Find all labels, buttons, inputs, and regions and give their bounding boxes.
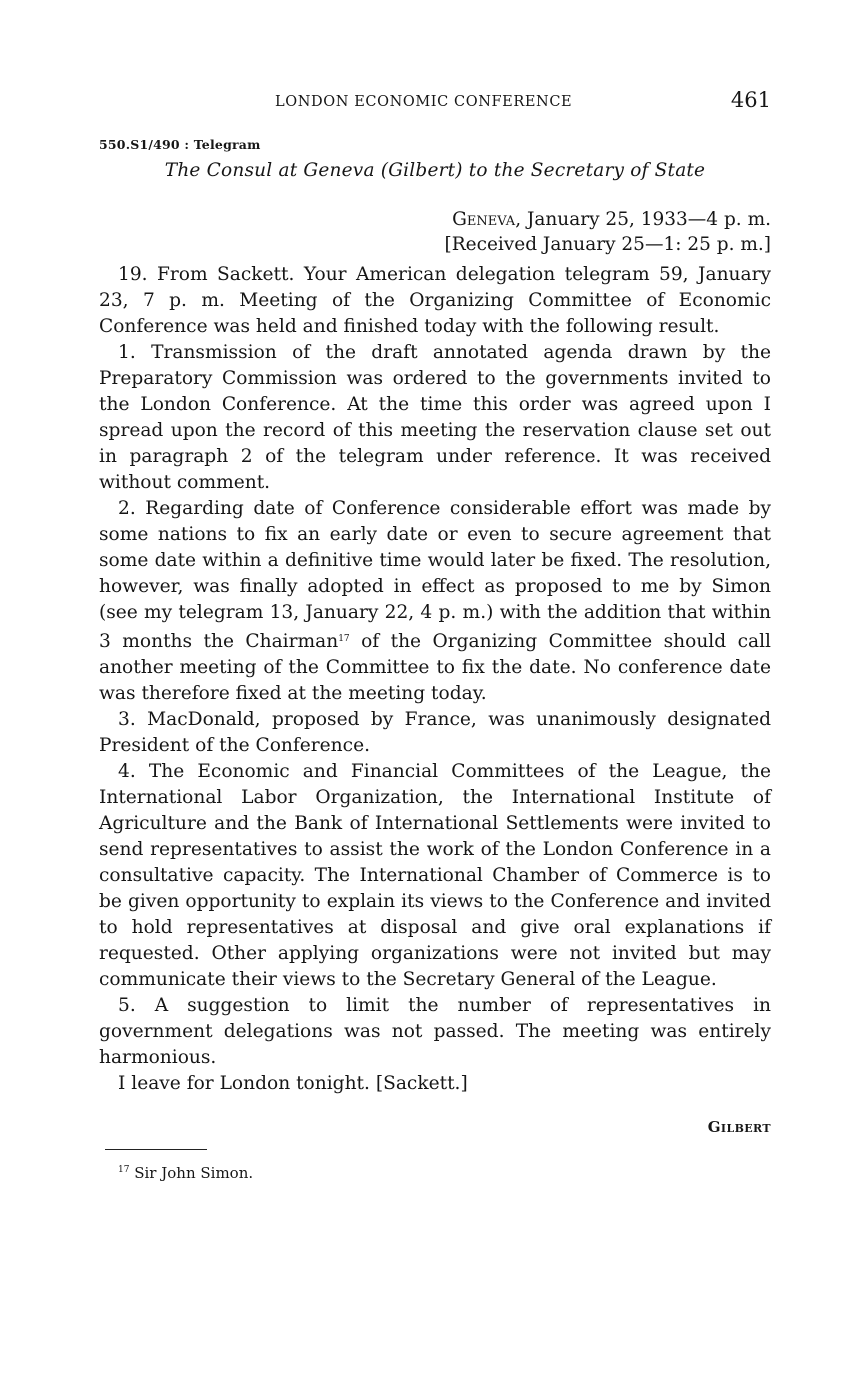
signature: Gilbert xyxy=(707,1118,771,1136)
footnote-marker: 17 xyxy=(118,1165,130,1175)
paragraph-item-4: 4. The Economic and Financial Committees of the League, the International Labor Organization, the International Institute of Agriculture and the Bank of International Settlements were invited to send representatives to assist the work of the London Conference in a consultative capacity. The International Chamber of Commerce is to be given opportunity to explain its views to the Conference and invited to hold representatives at disposal and give oral explanations if requested. Other applying organizations were not invited but may communicate their views to the Secretary General of the League. xyxy=(99,761,771,990)
paragraph-item-2-text-b: of the Organizing Committee should call another meeting of the Committee to fix the date. No conference date was therefore fixed at the meeting today. xyxy=(99,631,771,704)
dateline-sent xyxy=(444,207,771,232)
running-header xyxy=(99,88,771,114)
file-reference: 550.S1/490 : Telegram xyxy=(99,137,261,152)
paragraph-closing: I leave for London tonight. [Sackett.] xyxy=(118,1073,468,1094)
footnote-text: Sir John Simon. xyxy=(134,1164,254,1182)
paragraph-item-2-text-a: 2. Regarding date of Conference considerable effort was made by some nations to fix an early date or even to secure agreement that some date within a definitive time would later be fixed. The resolution, however, was finally adopted in effect as proposed to me by Simon (see my telegram 13, January 22, 4 p. m.) with the addition that within 3 months the Chairman xyxy=(99,498,771,652)
document-title: The Consul at Geneva (Gilbert) to the Secretary of State xyxy=(164,160,706,181)
running-title: LONDON ECONOMIC CONFERENCE xyxy=(275,94,573,110)
dateline-received: [Received January 25—1: 25 p. m.] xyxy=(444,234,771,255)
paragraph-intro: 19. From Sackett. Your American delegation telegram 59, January 23, 7 p. m. Meeting of the Organizing Committee of Economic Conference was held and finished today with the following result. xyxy=(99,264,771,337)
paragraph-item-2 xyxy=(99,496,771,707)
footnote xyxy=(118,1164,253,1182)
paragraph-item-5: 5. A suggestion to limit the number of representatives in government delegations was not passed. The meeting was entirely harmonious. xyxy=(99,995,771,1068)
dateline xyxy=(444,207,771,257)
dateline-place: Geneva xyxy=(452,209,516,230)
paragraph-item-1: 1. Transmission of the draft annotated agenda drawn by the Preparatory Commission was ordered to the governments invited to the London Conference. At the time this order was agreed upon I spread upon the record of this meeting the reservation clause set out in paragraph 2 of the telegram under reference. It was received without comment. xyxy=(99,342,771,493)
telegram-body xyxy=(99,262,771,1097)
footnote-divider xyxy=(105,1149,207,1150)
dateline-date: , January 25, 1933—4 p. m. xyxy=(515,209,771,230)
footnote-reference[interactable]: 17 xyxy=(338,634,350,644)
page-number: 461 xyxy=(730,88,771,112)
paragraph-item-3: 3. MacDonald, proposed by France, was unanimously designated President of the Conference. xyxy=(99,709,771,756)
